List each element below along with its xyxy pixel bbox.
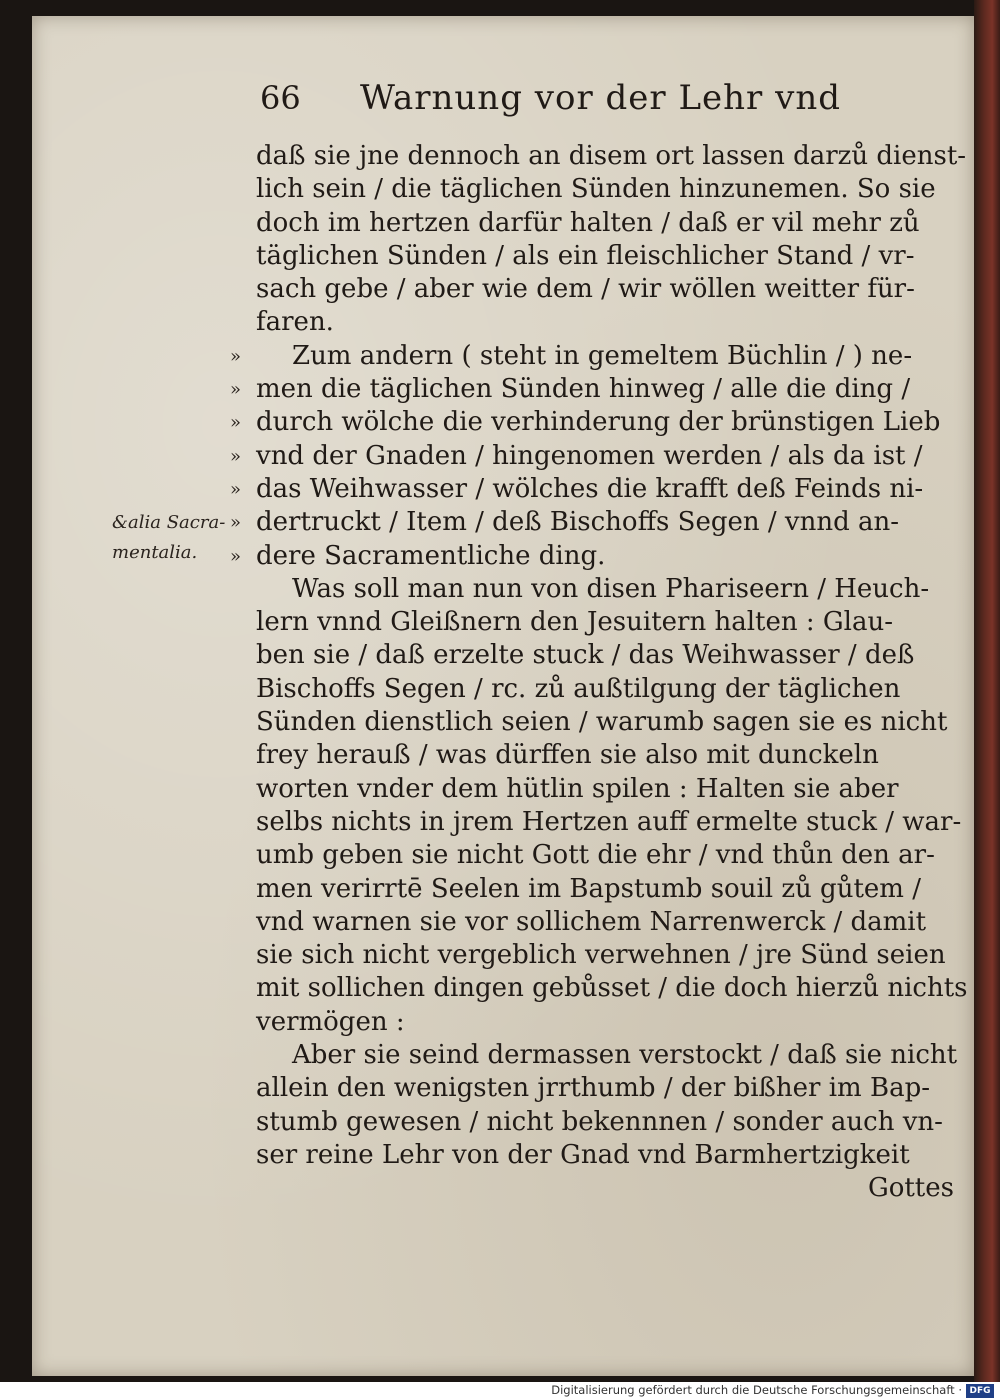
text-line-content: mit sollichen dingen gebůsset / die doch hierzů nichts [256, 973, 968, 1004]
text-line [256, 173, 956, 206]
text-line [256, 1072, 956, 1105]
quotation-mark: » [230, 545, 242, 567]
text-line-content: allein den wenigsten jrrthumb / der bißher im Bap- [256, 1073, 931, 1104]
text-line [256, 1139, 956, 1172]
text-line [230, 406, 956, 439]
text-line-content: Bischoffs Segen / rc. zů außtilgung der täglichen [256, 673, 901, 704]
text-line [256, 1006, 956, 1039]
text-line-content: lern vnnd Gleißnern den Jesuitern halten : Glau- [256, 607, 894, 638]
text-line-content: das Weihwasser / wölches die krafft deß Feinds ni- [256, 473, 924, 504]
text-line [230, 340, 956, 373]
text-line-content: vnd warnen sie vor sollichem Narrenwerck / damit [256, 906, 927, 937]
text-line [256, 773, 956, 806]
page-content [230, 78, 968, 1206]
text-line-content: umb geben sie nicht Gott die ehr / vnd thůn den ar- [256, 840, 935, 871]
quotation-mark: » [230, 345, 242, 367]
text-line-content: lich sein / die täglichen Sünden hinzunemen. So sie [256, 174, 936, 205]
text-line-content: Sünden dienstlich seien / warumb sagen sie es nicht [256, 707, 948, 738]
text-line-content: faren. [256, 307, 334, 338]
running-title: Warnung vor der Lehr vnd [360, 78, 841, 118]
text-line [256, 906, 956, 939]
text-line-content: durch wölche die verhinderung der brünstigen Lieb [256, 407, 941, 438]
catchword: Gottes [867, 1173, 954, 1204]
text-line-content: sach gebe / aber wie dem / wir wöllen weitter für- [256, 274, 915, 305]
quotation-mark: » [230, 445, 242, 467]
text-line [230, 540, 956, 573]
text-line-content: frey herauß / was dürffen sie also mit dunckeln [256, 740, 879, 771]
text-line-content: sie sich nicht vergeblich verwehnen / jre Sünd seien [256, 940, 946, 971]
text-line-content: täglichen Sünden / als ein fleischlicher Stand / vr- [256, 240, 915, 271]
text-line [256, 706, 956, 739]
text-line-content: men die täglichen Sünden hinweg / alle die ding / [256, 374, 911, 405]
running-head [256, 78, 956, 140]
text-line [256, 939, 956, 972]
text-line [256, 873, 956, 906]
quotation-mark: » [230, 512, 242, 534]
text-line [256, 1106, 956, 1139]
text-body [230, 140, 968, 1172]
text-line-content: dertruckt / Item / deß Bischoffs Segen / vnnd an- [256, 507, 900, 538]
text-line-content: vermögen : [256, 1006, 405, 1037]
text-line [256, 606, 956, 639]
text-line-content: vnd der Gnaden / hingenomen werden / als da ist / [256, 440, 923, 471]
footer-bar [0, 1382, 1000, 1400]
quotation-mark: » [230, 478, 242, 500]
dfg-logo-icon: DFG [966, 1384, 994, 1398]
text-line [230, 373, 956, 406]
text-line [230, 506, 956, 539]
funding-credit: Digitalisierung gefördert durch die Deutsche Forschungsgemeinschaft · [551, 1383, 962, 1397]
marginal-note-line: mentalia. [112, 542, 198, 563]
book-page [32, 16, 974, 1376]
text-line [256, 140, 967, 173]
text-line [256, 273, 956, 306]
text-line [256, 240, 956, 273]
text-line [230, 473, 956, 506]
marginal-note [112, 508, 242, 568]
text-line [256, 1039, 956, 1072]
text-line-content: stumb gewesen / nicht bekennnen / sonder auch vn- [256, 1106, 943, 1137]
text-line [256, 972, 968, 1005]
text-line-content: daß sie jne dennoch an disem ort lassen darzů dienst- [256, 141, 967, 171]
text-line [256, 306, 956, 339]
text-line-content: Was soll man nun von disen Phariseern / Heuch- [292, 573, 930, 604]
quotation-mark: » [230, 412, 242, 434]
text-line-content: worten vnder dem hütlin spilen : Halten sie aber [256, 773, 899, 804]
text-line-content: men verirrtē Seelen im Bapstumb souil zů gůtem / [256, 873, 921, 904]
text-line [256, 207, 956, 240]
text-line [256, 739, 956, 772]
text-line [256, 839, 956, 872]
marginal-note-line: &alia Sacra- [112, 512, 226, 533]
page-number: 66 [260, 79, 301, 117]
text-line-content: dere Sacramentliche ding. [256, 540, 606, 571]
book-cover-edge [974, 0, 1000, 1382]
text-line [230, 440, 956, 473]
text-line-content: doch im hertzen darfür halten / daß er vil mehr zů [256, 207, 920, 238]
text-line [256, 673, 956, 706]
text-line [256, 573, 956, 606]
text-line [256, 806, 962, 839]
text-line [256, 639, 956, 672]
text-line-content: selbs nichts in jrem Hertzen auff ermelte stuck / war- [256, 806, 962, 837]
text-line-content: ser reine Lehr von der Gnad vnd Barmhertzigkeit [256, 1139, 910, 1170]
text-line-content: Aber sie seind dermassen verstockt / daß sie nicht [292, 1040, 958, 1071]
quotation-mark: » [230, 379, 242, 401]
text-line-content: Zum andern ( steht in gemeltem Büchlin / ) ne- [292, 340, 913, 371]
text-line-content: ben sie / daß erzelte stuck / das Weihwasser / deß [256, 640, 915, 671]
